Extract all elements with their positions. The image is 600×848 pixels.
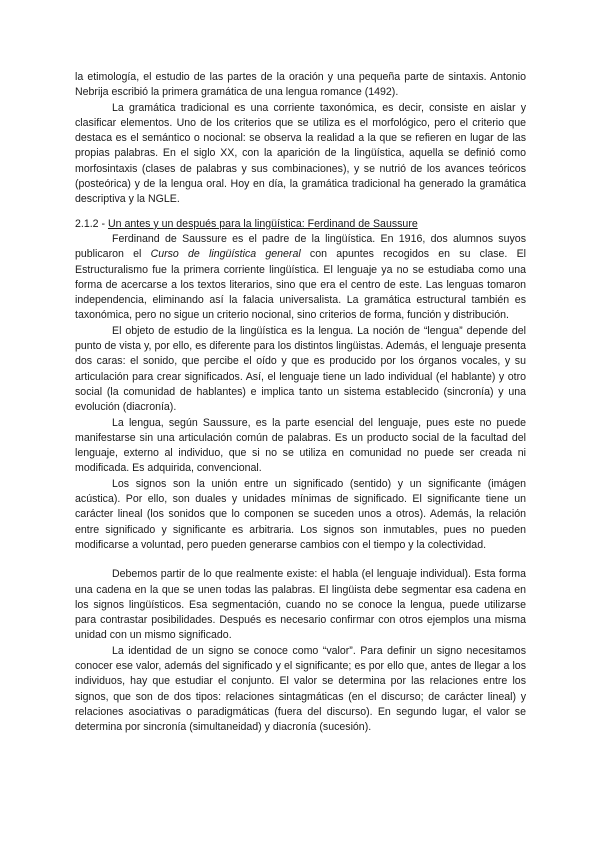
book-title: Curso de lingüística general: [150, 248, 301, 261]
paragraph-saussure: [75, 232, 526, 324]
paragraph-saussure-part-b: con apuntes recogidos en su clase. El Estructuralismo fue la primera corriente lingüística. El lenguaje ya no se estudiaba como una forma de acercarse a los textos literarios, sino que era el centro de este. Las lenguas tomaron independencia, eliminando así la falacia universalista. La gramática estructural también es taxonómica, pero no sigue un criterio nocional, sino criterios de forma, función y distribución.: [75, 248, 526, 322]
paragraph-lengua: La lengua, según Saussure, es la parte esencial del lenguaje, pues este no puede manifestarse sin una articulación común de palabras. Es un producto social de la facultad del lenguaje, externo al individuo, que si no se utiliza en comunidad no puede ser creada ni modificada. Es adquirida, convencional.: [75, 416, 526, 475]
paragraph-habla: Debemos partir de lo que realmente existe: el habla (el lenguaje individual). Esta forma una cadena en la que se unen todas las palabras. El lingüista debe segmentar esa cadena en los signos lingüísticos. Esa segmentación, cuando no se conoce la lengua, puede utilizarse para contrastar posibilidades. Después es necesario confirmar con otros ejemplos una misma unidad con un mismo significado.: [75, 568, 526, 642]
paragraph-etimologia: la etimología, el estudio de las partes de la oración y una pequeña parte de sintaxis. Antonio Nebrija escribió la primera gramática de una lengua romance (1492).: [75, 71, 526, 99]
section-number: 2.1.2 -: [75, 217, 108, 230]
paragraph-signos: Los signos son la unión entre un significado (sentido) y un significante (imágen acústica). Por ello, son duales y unidades mínimas de significado. El significante tiene un carácter lineal (los sonidos que lo componen se suceden unos a otros). Además, la relación entre significado y significante es arbitraria. Los signos son inmutables, pues no pueden modificarse a voluntad, pero pueden generarse cambios con el tiempo y la colectividad.: [75, 477, 526, 551]
paragraph-saussure-part-a: Ferdinand de Saussure es el padre de la lingüística. En 1916, dos alumnos suyos publicaron el: [75, 232, 526, 261]
paragraph-objeto-estudio: El objeto de estudio de la lingüística es la lengua. La noción de “lengua” depende del punto de vista y, por ello, es diferente para los distintos lingüistas. Además, el lenguaje presenta dos caras: el sonido, que percibe el oído y que es producido por los órganos vocales, y su articulación para crear significados. Así, el lenguaje tiene un lado individual (el hablante) y otro social (la comunidad de hablantes) e implica tanto un sistema establecido (sincronía) y una evolución (diacronía).: [75, 324, 526, 414]
paragraph-gramatica-tradicional: La gramática tradicional es una corriente taxonómica, es decir, consiste en aislar y clasificar elementos. Uno de los criterios que se utiliza es el morfológico, pero el criterio que destaca es el semántico o nocional: se observa la realidad a la que se refieren en lugar de las propias palabras. En el siglo XX, con la aparición de la lingüística, aquella se definió como morfosintaxis (clases de palabras y sus combinaciones), y se nutrió de los avances teóricos (posteórica) y de la lengua oral. Hoy en día, la gramática tradicional ha generado la gramática descriptiva y la NGLE.: [75, 101, 526, 206]
section-title: Un antes y un después para la lingüística: Ferdinand de Saussure: [107, 217, 418, 230]
paragraph-valor: La identidad de un signo se conoce como “valor”. Para definir un signo necesitamos conocer ese valor, además del significado y el significante; es por ello que, antes de llegar a los individuos, hay que estudiar el conjunto. El valor se determina por las relaciones entre los signos, que son de dos tipos: relaciones sintagmáticas (en el discurso; de carácter lineal) y relaciones asociativas o paradigmáticas (fuera del discurso). En segundo lugar, el valor se determina por sincronía (simultaneidad) y diacronía (sucesión).: [75, 644, 526, 734]
section-heading: [75, 217, 526, 232]
